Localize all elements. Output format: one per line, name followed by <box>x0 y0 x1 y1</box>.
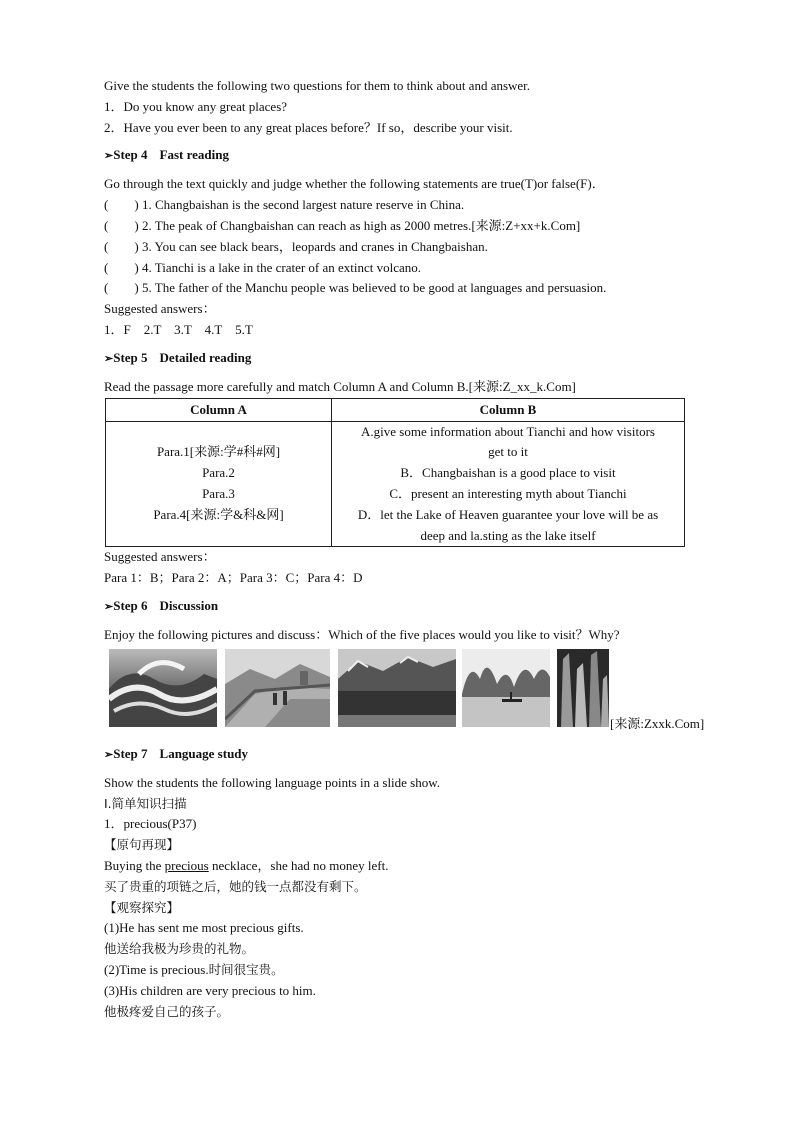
step5-answers-label: Suggested answers： <box>104 549 216 565</box>
judge-item <box>104 237 694 258</box>
arrow-icon: ➢ <box>104 352 113 365</box>
step5-instruction: Read the passage more carefully and match Column A and Column B.[来源:Z_xx_k.Com] <box>104 378 576 394</box>
stone-forest-image <box>557 649 609 727</box>
image-source-note: [来源:Zxxk.Com] <box>610 715 705 731</box>
answer-blank: ( ) <box>104 259 139 275</box>
arrow-icon: ➢ <box>104 150 113 163</box>
answer-blank: ( ) <box>104 197 139 213</box>
answer-blank: ( ) <box>104 217 139 233</box>
option-line: B．Changbaishan is a good place to visit <box>400 465 616 481</box>
statement-text: 2. The peak of Changbaishan can reach as high as 2000 metres.[来源:Z+xx+k.Com] <box>142 217 581 233</box>
sentence-3: (3)His children are very precious to him. <box>104 982 316 998</box>
statement-text: 3. You can see black bears，leopards and cranes in Changbaishan. <box>142 238 488 254</box>
ocean-waves-image <box>109 649 217 727</box>
step7-number: Step 7 <box>113 745 148 761</box>
document-page <box>104 76 705 1022</box>
judge-item <box>104 258 694 279</box>
para-label: Para.3 <box>202 485 235 501</box>
column-b-header: Column B <box>332 398 685 421</box>
answer-blank: ( ) <box>104 238 139 254</box>
para-label: Para.4[来源:学&科&网] <box>153 506 284 522</box>
step5-number: Step 5 <box>113 349 148 365</box>
judge-item <box>104 216 694 237</box>
step4-heading <box>104 145 694 165</box>
option-line: D．let the Lake of Heaven guarantee your love will be as <box>357 506 659 522</box>
intro-line: Give the students the following two questions for them to think about and answer. <box>104 78 531 93</box>
tianchi-crater-lake-image <box>338 649 456 727</box>
arrow-icon: ➢ <box>104 748 113 761</box>
step4-instruction: Go through the text quickly and judge whether the following statements are true(T)or false(F)． <box>104 176 605 192</box>
statement-text: 4. Tianchi is a lake in the crater of an extinct volcano. <box>142 259 422 275</box>
step7-heading <box>104 744 694 764</box>
section-title: Ⅰ.简单知识扫描 <box>104 795 187 811</box>
sentence-1: (1)He has sent me most precious gifts. <box>104 920 304 936</box>
statement-text: 1. Changbaishan is the second largest nature reserve in China. <box>142 197 465 213</box>
sentence-2 <box>104 960 694 981</box>
step5-heading <box>104 348 694 368</box>
step7-title: Language study <box>159 745 249 761</box>
original-sentence-label: 【原句再现】 <box>104 837 180 853</box>
option-line: deep and la.sting as the lake itself <box>420 527 596 543</box>
intro-question-1: 1．Do you know any great places? <box>104 98 288 114</box>
example-text: necklace，she had no money left. <box>208 857 389 873</box>
para-label: Para.2 <box>202 465 235 481</box>
step4-answers: 1．F 2.T 3.T 4.T 5.T <box>104 321 253 337</box>
step6-title: Discussion <box>159 597 219 613</box>
step4-answers-label: Suggested answers： <box>104 301 216 317</box>
judge-item <box>104 195 694 216</box>
explore-label: 【观察探究】 <box>104 899 180 915</box>
step4-number: Step 4 <box>113 147 148 163</box>
great-wall-image <box>225 649 330 727</box>
column-a-cell <box>106 421 332 547</box>
column-b-cell <box>332 421 685 547</box>
step7-instruction: Show the students the following language points in a slide show. <box>104 774 441 790</box>
example-translation: 买了贵重的项链之后，她的钱一点都没有剩下。 <box>104 878 367 894</box>
step4-title: Fast reading <box>159 147 229 163</box>
sentence-2-translation: 时间很宝贵。 <box>208 961 284 977</box>
item-heading: 1．precious(P37) <box>104 816 197 832</box>
statement-text: 5. The father of the Manchu people was believed to be good at languages and persuasion. <box>142 280 607 296</box>
sentence-2-text: (2)Time is precious. <box>104 961 209 977</box>
column-a-header: Column A <box>106 398 332 421</box>
sentence-1-translation: 他送给我极为珍贵的礼物。 <box>104 941 255 957</box>
option-line: A.give some information about Tianchi and how visitors <box>361 423 655 439</box>
step5-answers: Para 1：B；Para 2：A；Para 3：C；Para 4：D <box>104 570 363 586</box>
step6-number: Step 6 <box>113 597 148 613</box>
para-label: Para.1[来源:学#科#网] <box>156 444 281 460</box>
step6-heading <box>104 596 694 616</box>
match-table <box>105 398 685 548</box>
example-sentence <box>104 856 694 877</box>
arrow-icon: ➢ <box>104 600 113 613</box>
option-line: C．present an interesting myth about Tianchi <box>389 485 627 501</box>
option-line: get to it <box>488 444 528 460</box>
judge-item <box>104 278 694 299</box>
step5-title: Detailed reading <box>159 349 252 365</box>
picture-strip <box>104 649 705 731</box>
sentence-3-translation: 他极疼爱自己的孩子。 <box>104 1003 230 1019</box>
answer-blank: ( ) <box>104 280 139 296</box>
underlined-word: precious <box>164 857 209 873</box>
example-text: Buying the <box>104 857 165 873</box>
guilin-river-image <box>462 649 550 727</box>
step6-instruction: Enjoy the following pictures and discuss：Which of the five places would you like to visit？Why? <box>104 626 620 642</box>
intro-question-2: 2．Have you ever been to any great places before？If so，describe your visit. <box>104 119 513 135</box>
